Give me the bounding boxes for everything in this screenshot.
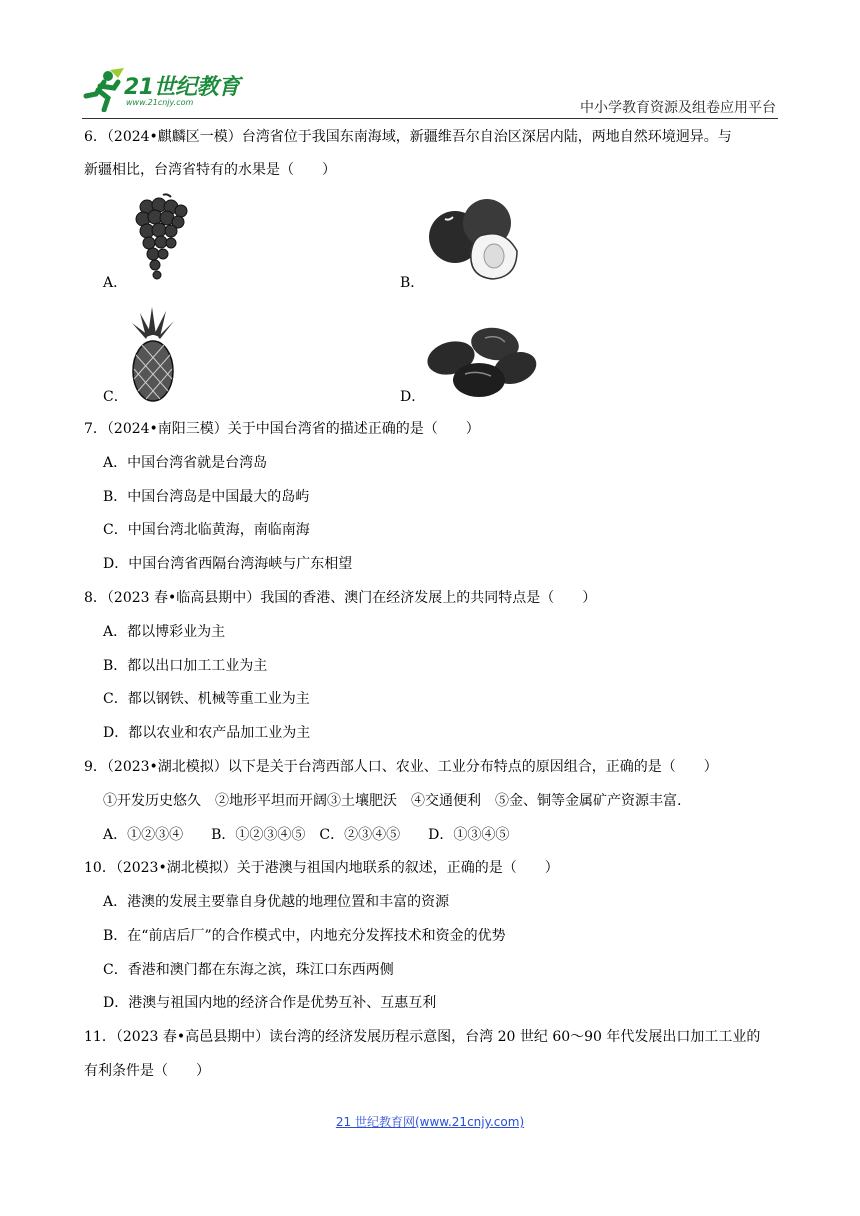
dates-icon (425, 322, 543, 402)
q7-stem: 7．（2024•南阳三模）关于中国台湾省的描述正确的是（ ） (84, 421, 480, 437)
footer-link[interactable]: 21 世纪教育网(www.21cnjy.com) (335, 1115, 525, 1129)
q6-option-c: C． (103, 389, 128, 405)
apples-icon (425, 193, 521, 283)
q9-items: ①开发历史悠久 ②地形平坦而开阔③土壤肥沃 ④交通便利 ⑤金、铜等金属矿产资源丰富. (103, 793, 682, 809)
q6-stem-line2: 新疆相比，台湾省特有的水果是（ ） (84, 162, 336, 178)
q7-option-d: D．中国台湾省西隔台湾海峡与广东相望 (103, 556, 353, 572)
q9-stem: 9．（2023•湖北模拟）以下是关于台湾西部人口、农业、工业分布特点的原因组合，正确的是（ ） (84, 759, 718, 775)
q11-stem-line2: 有利条件是（ ） (84, 1063, 210, 1079)
q10-option-d: D．港澳与祖国内地的经济合作是优势互补、互惠互利 (103, 995, 437, 1011)
q7-option-a: A．中国台湾省就是台湾岛 (103, 455, 268, 471)
q10-option-a: A．港澳的发展主要靠自身优越的地理位置和丰富的资源 (103, 894, 450, 910)
q7-option-b: B．中国台湾岛是中国最大的岛屿 (103, 489, 310, 505)
q7-option-c: C．中国台湾北临黄海，南临南海 (103, 522, 310, 538)
q10-option-b: B．在“前店后厂”的合作模式中，内地充分发挥技术和资金的优势 (103, 928, 506, 944)
q8-option-d: D．都以农业和农产品加工业为主 (103, 725, 311, 741)
site-logo (80, 68, 250, 114)
header-divider (82, 118, 778, 119)
q6-option-a: A． (103, 275, 128, 291)
grapes-icon (133, 193, 191, 281)
q6-option-b: B． (400, 275, 425, 291)
q8-stem: 8．（2023 春•临高县期中）我国的香港、澳门在经济发展上的共同特点是（ ） (84, 590, 597, 606)
q8-option-b: B．都以出口加工工业为主 (103, 658, 268, 674)
q10-option-c: C．香港和澳门都在东海之滨，珠江口东西两侧 (103, 962, 394, 978)
q8-option-a: A．都以博彩业为主 (103, 624, 226, 640)
logo-text: 21世纪教育 (124, 75, 240, 100)
platform-title: 中小学教育资源及组卷应用平台 (580, 100, 776, 116)
q10-stem: 10．（2023•湖北模拟）关于港澳与祖国内地联系的叙述，正确的是（ ） (84, 860, 559, 876)
q6-stem-line1: 6．（2024•麒麟区一模）台湾省位于我国东南海域，新疆维吾尔自治区深居内陆，两地自然环境迥异。与 (84, 129, 732, 145)
q9-options: A．①②③④ B．①②③④⑤ C．②③④⑤ D．①③④⑤ (103, 827, 510, 843)
logo-url: www.21cnjy.com (126, 98, 194, 107)
q8-option-c: C．都以钢铁、机械等重工业为主 (103, 691, 310, 707)
runner-logo-icon (80, 68, 124, 112)
q11-stem-line1: 11．（2023 春•高邑县期中）读台湾的经济发展历程示意图，台湾 20 世纪 60～90 年代发展出口加工工业的 (84, 1029, 761, 1045)
q6-option-d: D． (400, 389, 426, 405)
pineapple-icon (128, 305, 178, 403)
